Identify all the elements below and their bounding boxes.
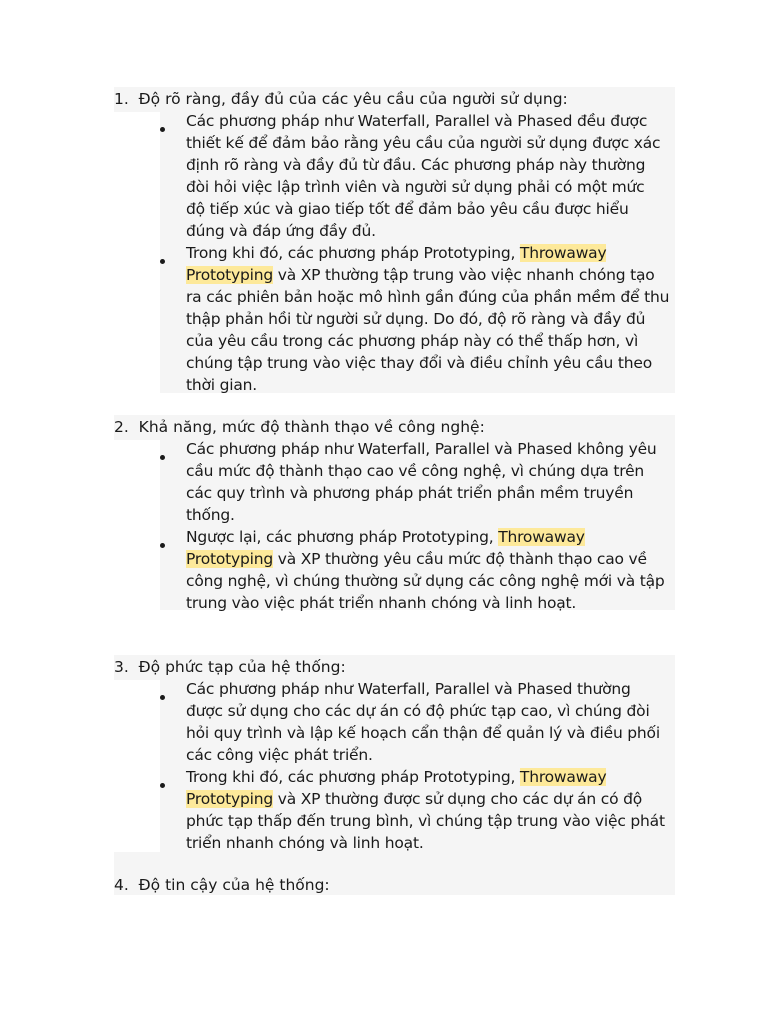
section-heading: Độ tin cậy của hệ thống:: [138, 876, 330, 894]
text-line: công nghệ, vì chúng thường sử dụng các công nghệ mới và tập: [186, 572, 665, 590]
bullet-dot-icon: [160, 695, 165, 700]
list-number-label: 1.: [114, 90, 129, 108]
section-heading: Độ phức tạp của hệ thống:: [138, 658, 346, 676]
bullet-dot-icon: [160, 783, 165, 788]
text-line: triển nhanh chóng và linh hoạt.: [186, 834, 424, 852]
list-number: [114, 874, 330, 896]
text-line: [186, 766, 606, 788]
bullet-dot-icon: [160, 259, 165, 264]
bullet-dot-icon: [160, 455, 165, 460]
bullet-dot-icon: [160, 127, 165, 132]
highlighted-term: Prototyping: [186, 266, 274, 284]
text-line: [186, 264, 655, 286]
list-number: [114, 416, 485, 438]
text-line: Các phương pháp như Waterfall, Parallel và Phased thường: [186, 680, 631, 698]
text-segment: và XP thường yêu cầu mức độ thành thạo cao về: [273, 550, 647, 568]
list-number: [114, 88, 568, 110]
bullet-dot-icon: [160, 543, 165, 548]
section-heading: Khả năng, mức độ thành thạo về công nghệ:: [138, 418, 485, 436]
text-line: của yêu cầu trong các phương pháp này có thể thấp hơn, vì: [186, 332, 639, 350]
text-segment: và XP thường được sử dụng cho các dự án có độ: [273, 790, 643, 808]
text-line: [186, 788, 642, 810]
text-segment: và XP thường tập trung vào việc nhanh chóng tạo: [273, 266, 655, 284]
text-line: [186, 526, 585, 548]
highlighted-term: Prototyping: [186, 550, 274, 568]
list-number: [114, 656, 346, 678]
text-line: thống.: [186, 506, 235, 524]
text-line: Các phương pháp như Waterfall, Parallel và Phased không yêu: [186, 440, 657, 458]
text-line: cầu mức độ thành thạo cao về công nghệ, vì chúng dựa trên: [186, 462, 645, 480]
highlighted-term: Throwaway: [498, 528, 585, 546]
highlighted-term: Throwaway: [519, 768, 607, 786]
text-line: các quy trình và phương pháp phát triển phần mềm truyền: [186, 484, 634, 502]
text-line: các công việc phát triển.: [186, 746, 373, 764]
list-number-label: 2.: [114, 418, 129, 436]
text-line: phức tạp thấp đến trung bình, vì chúng tập trung vào việc phát: [186, 812, 665, 830]
text-line: [186, 548, 647, 570]
text-line: hỏi quy trình và lập kế hoạch cẩn thận để quản lý và điều phối: [186, 724, 660, 742]
text-segment: Ngược lại, các phương pháp Prototyping,: [186, 528, 499, 546]
text-line: chúng tập trung vào việc thay đổi và điều chỉnh yêu cầu theo: [186, 354, 652, 372]
text-line: đòi hỏi việc lập trình viên và người sử dụng phải có một mức: [186, 178, 645, 196]
text-line: Các phương pháp như Waterfall, Parallel và Phased đều được: [186, 112, 648, 130]
text-segment: Trong khi đó, các phương pháp Prototyping,: [186, 244, 520, 262]
text-line: thập phản hồi từ người sử dụng. Do đó, độ rõ ràng và đầy đủ: [186, 310, 646, 328]
section-heading: Độ rõ ràng, đầy đủ của các yêu cầu của người sử dụng:: [138, 90, 568, 108]
text-line: ra các phiên bản hoặc mô hình gần đúng của phần mềm để thu: [186, 288, 670, 306]
text-line: được sử dụng cho các dự án có độ phức tạp cao, vì chúng đòi: [186, 702, 650, 720]
text-segment: Trong khi đó, các phương pháp Prototyping,: [186, 768, 520, 786]
text-line: trung vào việc phát triển nhanh chóng và linh hoạt.: [186, 594, 577, 612]
text-line: [186, 242, 606, 264]
highlighted-term: Prototyping: [186, 790, 274, 808]
text-line: độ tiếp xúc và giao tiếp tốt để đảm bảo yêu cầu được hiểu: [186, 200, 629, 218]
text-line: định rõ ràng và đầy đủ từ đầu. Các phương pháp này thường: [186, 156, 646, 174]
list-number-label: 4.: [114, 876, 129, 894]
text-line: thời gian.: [186, 376, 258, 394]
text-line: đúng và đáp ứng đầy đủ.: [186, 222, 376, 240]
list-number-label: 3.: [114, 658, 129, 676]
highlighted-term: Throwaway: [519, 244, 607, 262]
text-line: thiết kế để đảm bảo rằng yêu cầu của người sử dụng được xác: [186, 134, 661, 152]
